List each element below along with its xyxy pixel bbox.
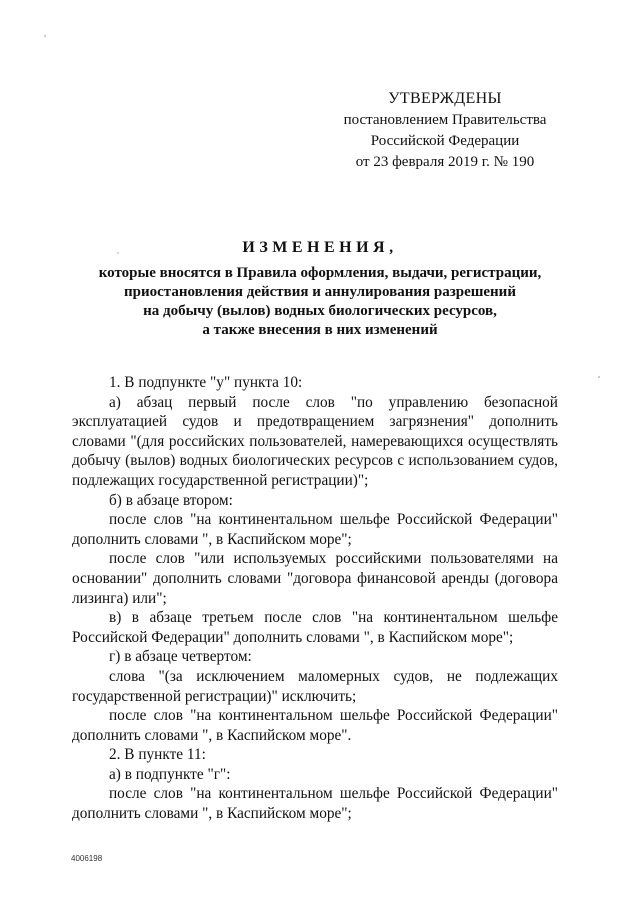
paragraph: после слов "или используемых российскими пользователями на основании" дополнить словами "договора финансовой аренды (договора лизинга) или";	[72, 550, 558, 607]
approval-block	[330, 88, 560, 173]
paragraph: а) абзац первый после слов "по управлению безопасной эксплуатацией судов и предотвращением загрязнения" дополнить словами "(для российских пользователей, намеревающихся осуществлять добычу (вылов) водных биологических ресурсов с использованием судов, подлежащих государственной регистрации)";	[72, 393, 558, 489]
document-title: ИЗМЕНЕНИЯ,	[242, 239, 398, 256]
document-body	[72, 373, 558, 824]
paragraph: г) в абзаце четвертом:	[109, 648, 252, 666]
scan-speck	[44, 35, 46, 37]
paragraph: после слов "на континентальном шельфе Российской Федерации" дополнить словами ", в Каспийском море";	[72, 511, 558, 548]
approval-line: Российской Федерации	[370, 133, 520, 149]
paragraph: в) в абзаце третьем после слов "на континентальном шельфе Российской Федерации" дополнить словами ", в Каспийском море";	[72, 609, 558, 646]
paragraph: а) в подпункте "г":	[109, 765, 231, 783]
subtitle-line: приостановления действия и аннулирования разрешений	[124, 284, 516, 300]
document-code: 4006198	[71, 854, 103, 863]
subtitle-line: которые вносятся в Правила оформления, выдачи, регистрации,	[98, 265, 542, 281]
scan-speck	[598, 376, 600, 378]
paragraph: 1. В подпункте "у" пункта 10:	[109, 374, 303, 391]
subtitle-line: а также внесения в них изменений	[202, 322, 438, 338]
subtitle-line: на добычу (вылов) водных биологических ресурсов,	[143, 303, 497, 319]
approval-heading: УТВЕРЖДЕНЫ	[388, 90, 502, 107]
paragraph: слова "(за исключением маломерных судов, не подлежащих государственной регистрации)" исключить;	[72, 667, 558, 705]
paragraph: б) в абзаце втором:	[109, 491, 233, 509]
paragraph: после слов "на континентальном шельфе Российской Федерации" дополнить словами ", в Каспийском море".	[72, 707, 558, 744]
document-subtitle	[60, 264, 580, 340]
paragraph: 2. В пункте 11:	[109, 746, 206, 764]
paragraph: после слов "на континентальном шельфе Российской Федерации" дополнить словами ", в Каспийском море";	[72, 785, 558, 823]
approval-line: постановлением Правительства	[343, 112, 547, 128]
approval-date-number: от 23 февраля 2019 г. № 190	[355, 154, 535, 170]
